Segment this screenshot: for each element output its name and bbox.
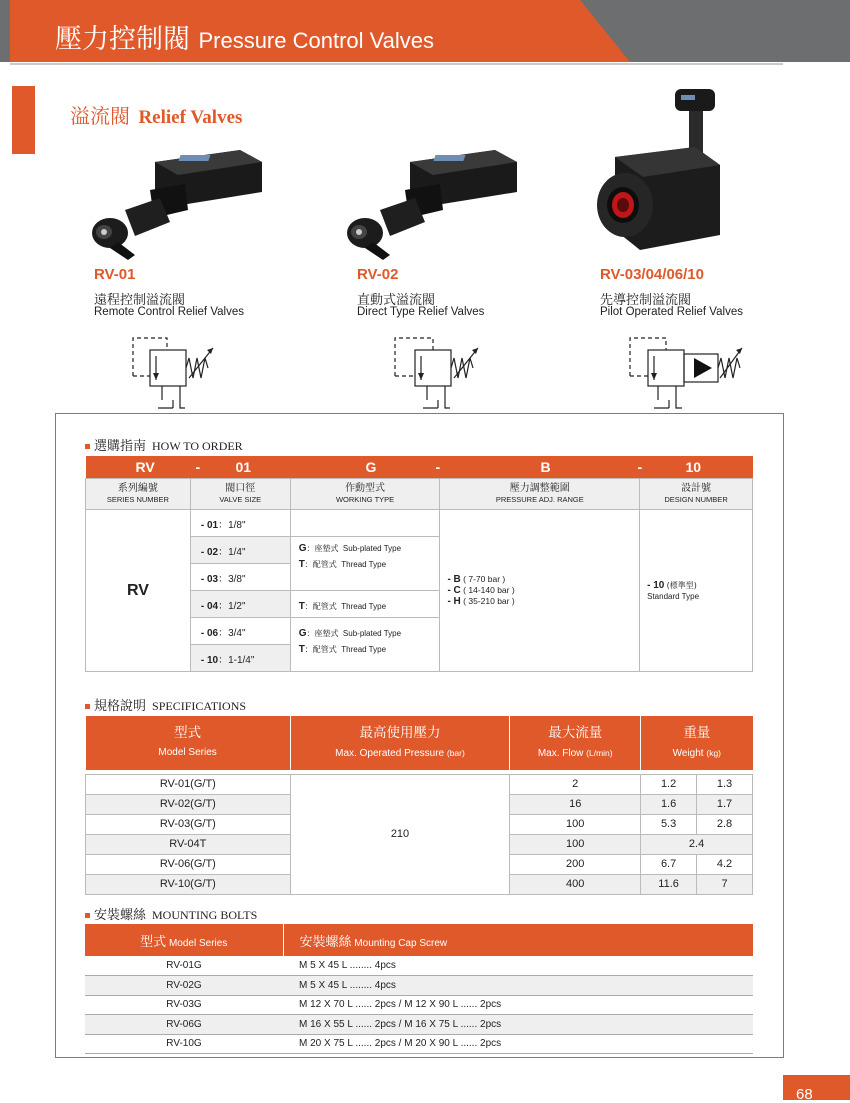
spec-header-cn: 最大流量 [548,724,603,741]
size-option: - 10：1-1/4" [190,645,290,672]
order-code-design: 10 [685,459,702,475]
design-number-cell: - 10 (標準型) Standard Type [640,510,753,672]
size-option: - 02：1/4" [190,537,290,564]
column-header-cn: 閥口徑 [225,483,256,494]
spec-model: RV-01(G/T) [86,774,291,794]
spec-header-en: Weight (kg) [672,747,721,759]
column-header-en: SERIES NUMBER [106,495,169,504]
order-code-size: 01 [235,459,252,475]
spec-weight-g: 1.6 [641,794,697,814]
bolt-screw: M 5 X 45 L ........ 4pcs [283,956,753,976]
product-name-en: Pilot Operated Relief Valves [600,306,743,318]
product-code: RV-03/04/06/10 [600,266,704,283]
how-to-order-title-en: HOW TO ORDER [152,439,243,453]
table-row [85,1015,753,1035]
spec-model: RV-02(G/T) [86,794,291,814]
column-header-cn: 作動型式 [345,483,386,494]
mounting-bolts-heading [85,904,257,923]
spec-model: RV-10(G/T) [86,874,291,894]
spec-weight-g: 6.7 [641,854,697,874]
column-header-en: WORKING TYPE [335,495,395,504]
spec-weight-t: 2.8 [697,814,753,834]
page-title [55,17,434,56]
spec-header-cn: 型式 [174,725,202,741]
working-type-cell: G：座墊式 Sub-plated Type T：配管式 Thread Type [290,618,440,672]
bolts-header-screw-en: Mounting Cap Screw [354,937,448,949]
spec-weight-t: 1.3 [697,774,753,794]
product-name-cn: 直動式溢流閥 [357,292,436,307]
size-option: - 03：3/8" [190,564,290,591]
mounting-bolts-table [85,924,753,1054]
table-row [86,774,753,794]
product-name-cn: 遠程控制溢流閥 [94,292,186,307]
spec-model: RV-03(G/T) [86,814,291,834]
size-option: - 06：3/4" [190,618,290,645]
section-title-en: Relief Valves [138,107,243,128]
spec-model: RV-04T [86,834,291,854]
spec-header-cn: 重量 [683,724,711,741]
order-code-dash: - [435,459,441,475]
bolt-model: RV-06G [85,1015,283,1035]
mounting-bolts-title-cn: 安裝螺絲 [94,908,147,923]
rv-03-valve-image [585,85,735,265]
column-header-en: DESIGN NUMBER [664,495,728,504]
bolts-header-model-cn: 型式 [140,934,167,950]
column-header-cn: 系列編號 [117,483,158,494]
how-to-order-table [85,456,753,672]
spec-header-en: Max. Flow (L/min) [537,747,613,759]
bolt-screw: M 20 X 75 L ...... 2pcs / M 20 X 90 L ...... 2pcs [283,1034,753,1054]
spec-header-row [86,716,753,770]
spec-weight-t: 1.7 [697,794,753,814]
header-divider [10,63,783,65]
bolts-header-model-en: Model Series [168,937,228,949]
column-header-cn: 壓力調整範圍 [509,483,570,494]
spec-flow: 2 [510,774,641,794]
table-row [85,956,753,976]
size-option: - 04：1/2" [190,591,290,618]
spec-weight-g: 1.2 [641,774,697,794]
page-title-cn: 壓力控制閥 [55,24,190,55]
section-title [70,100,242,129]
product-code: RV-02 [357,266,399,283]
working-type-cell: T：配管式 Thread Type [290,591,440,618]
order-code-row [86,456,753,479]
how-to-order-title-cn: 選購指南 [94,439,147,454]
bullet-icon [85,444,90,449]
spec-flow: 400 [510,874,641,894]
spec-pressure: 210 [290,774,510,894]
specifications-table [85,716,753,895]
spec-header-en: Max. Operated Pressure (bar) [335,747,465,759]
mounting-bolts-title-en: MOUNTING BOLTS [152,908,258,922]
rv-01-valve-image [80,140,270,265]
product-name-en: Remote Control Relief Valves [94,306,244,318]
bolt-screw: M 12 X 70 L ...... 2pcs / M 12 X 90 L ...... 2pcs [283,995,753,1015]
product-code: RV-01 [94,266,136,283]
working-type-cell [290,510,440,537]
column-header-cn: 設計號 [681,483,712,494]
specifications-title-en: SPECIFICATIONS [152,699,247,713]
section-marker [12,86,35,154]
column-header-en: PRESSURE ADJ. RANGE [495,495,584,504]
spec-weight-g: 5.3 [641,814,697,834]
bolts-header-screw-cn: 安裝螺絲 [299,934,352,950]
spec-weight-g: 11.6 [641,874,697,894]
bolt-model: RV-10G [85,1034,283,1054]
order-code-dash: - [195,459,201,475]
specifications-heading [85,695,246,714]
table-row [85,976,753,996]
bolt-model: RV-03G [85,995,283,1015]
rv-02-valve-image [335,140,525,265]
table-row [85,995,753,1015]
specifications-title-cn: 規格說明 [94,699,147,714]
working-type-cell: G：座墊式 Sub-plated Type T：配管式 Thread Type [290,537,440,591]
spec-header-en: Model Series [158,747,217,758]
page-title-en: Pressure Control Valves [198,28,435,53]
order-column-headers [86,479,753,510]
column-header-en: VALVE SIZE [219,495,262,504]
pressure-range-cell: - B ( 7-70 bar ) - C ( 14-140 bar ) - H ( 35-210 bar ) [440,510,640,672]
order-code-dash: - [637,459,643,475]
spec-weight: 2.4 [641,834,753,854]
spec-flow: 100 [510,834,641,854]
bolt-model: RV-01G [85,956,283,976]
spec-flow: 16 [510,794,641,814]
page-number: 68 [783,1075,850,1100]
relief-valve-symbol [385,328,485,413]
pilot-relief-valve-symbol [620,328,745,413]
table-row [86,510,753,537]
order-code-type: G [365,459,377,475]
spec-header-cn: 最高使用壓力 [359,724,441,741]
spec-flow: 100 [510,814,641,834]
table-row [85,1034,753,1054]
product-name-cn: 先導控制溢流閥 [600,292,692,307]
series-cell: RV [86,510,191,672]
bullet-icon [85,913,90,918]
how-to-order-heading [85,435,243,454]
product-name-en: Direct Type Relief Valves [357,306,485,318]
spec-weight-t: 7 [697,874,753,894]
bullet-icon [85,704,90,709]
size-option: - 01：1/8" [190,510,290,537]
section-title-cn: 溢流閥 [70,104,130,128]
bolt-screw: M 5 X 45 L ........ 4pcs [283,976,753,996]
spec-model: RV-06(G/T) [86,854,291,874]
order-code-series: RV [135,459,155,475]
relief-valve-symbol [125,328,225,413]
spec-flow: 200 [510,854,641,874]
bolt-screw: M 16 X 55 L ...... 2pcs / M 16 X 75 L ...... 2pcs [283,1015,753,1035]
bolts-header-row [85,924,753,956]
order-code-pressure: B [540,459,551,475]
spec-weight-t: 4.2 [697,854,753,874]
bolt-model: RV-02G [85,976,283,996]
